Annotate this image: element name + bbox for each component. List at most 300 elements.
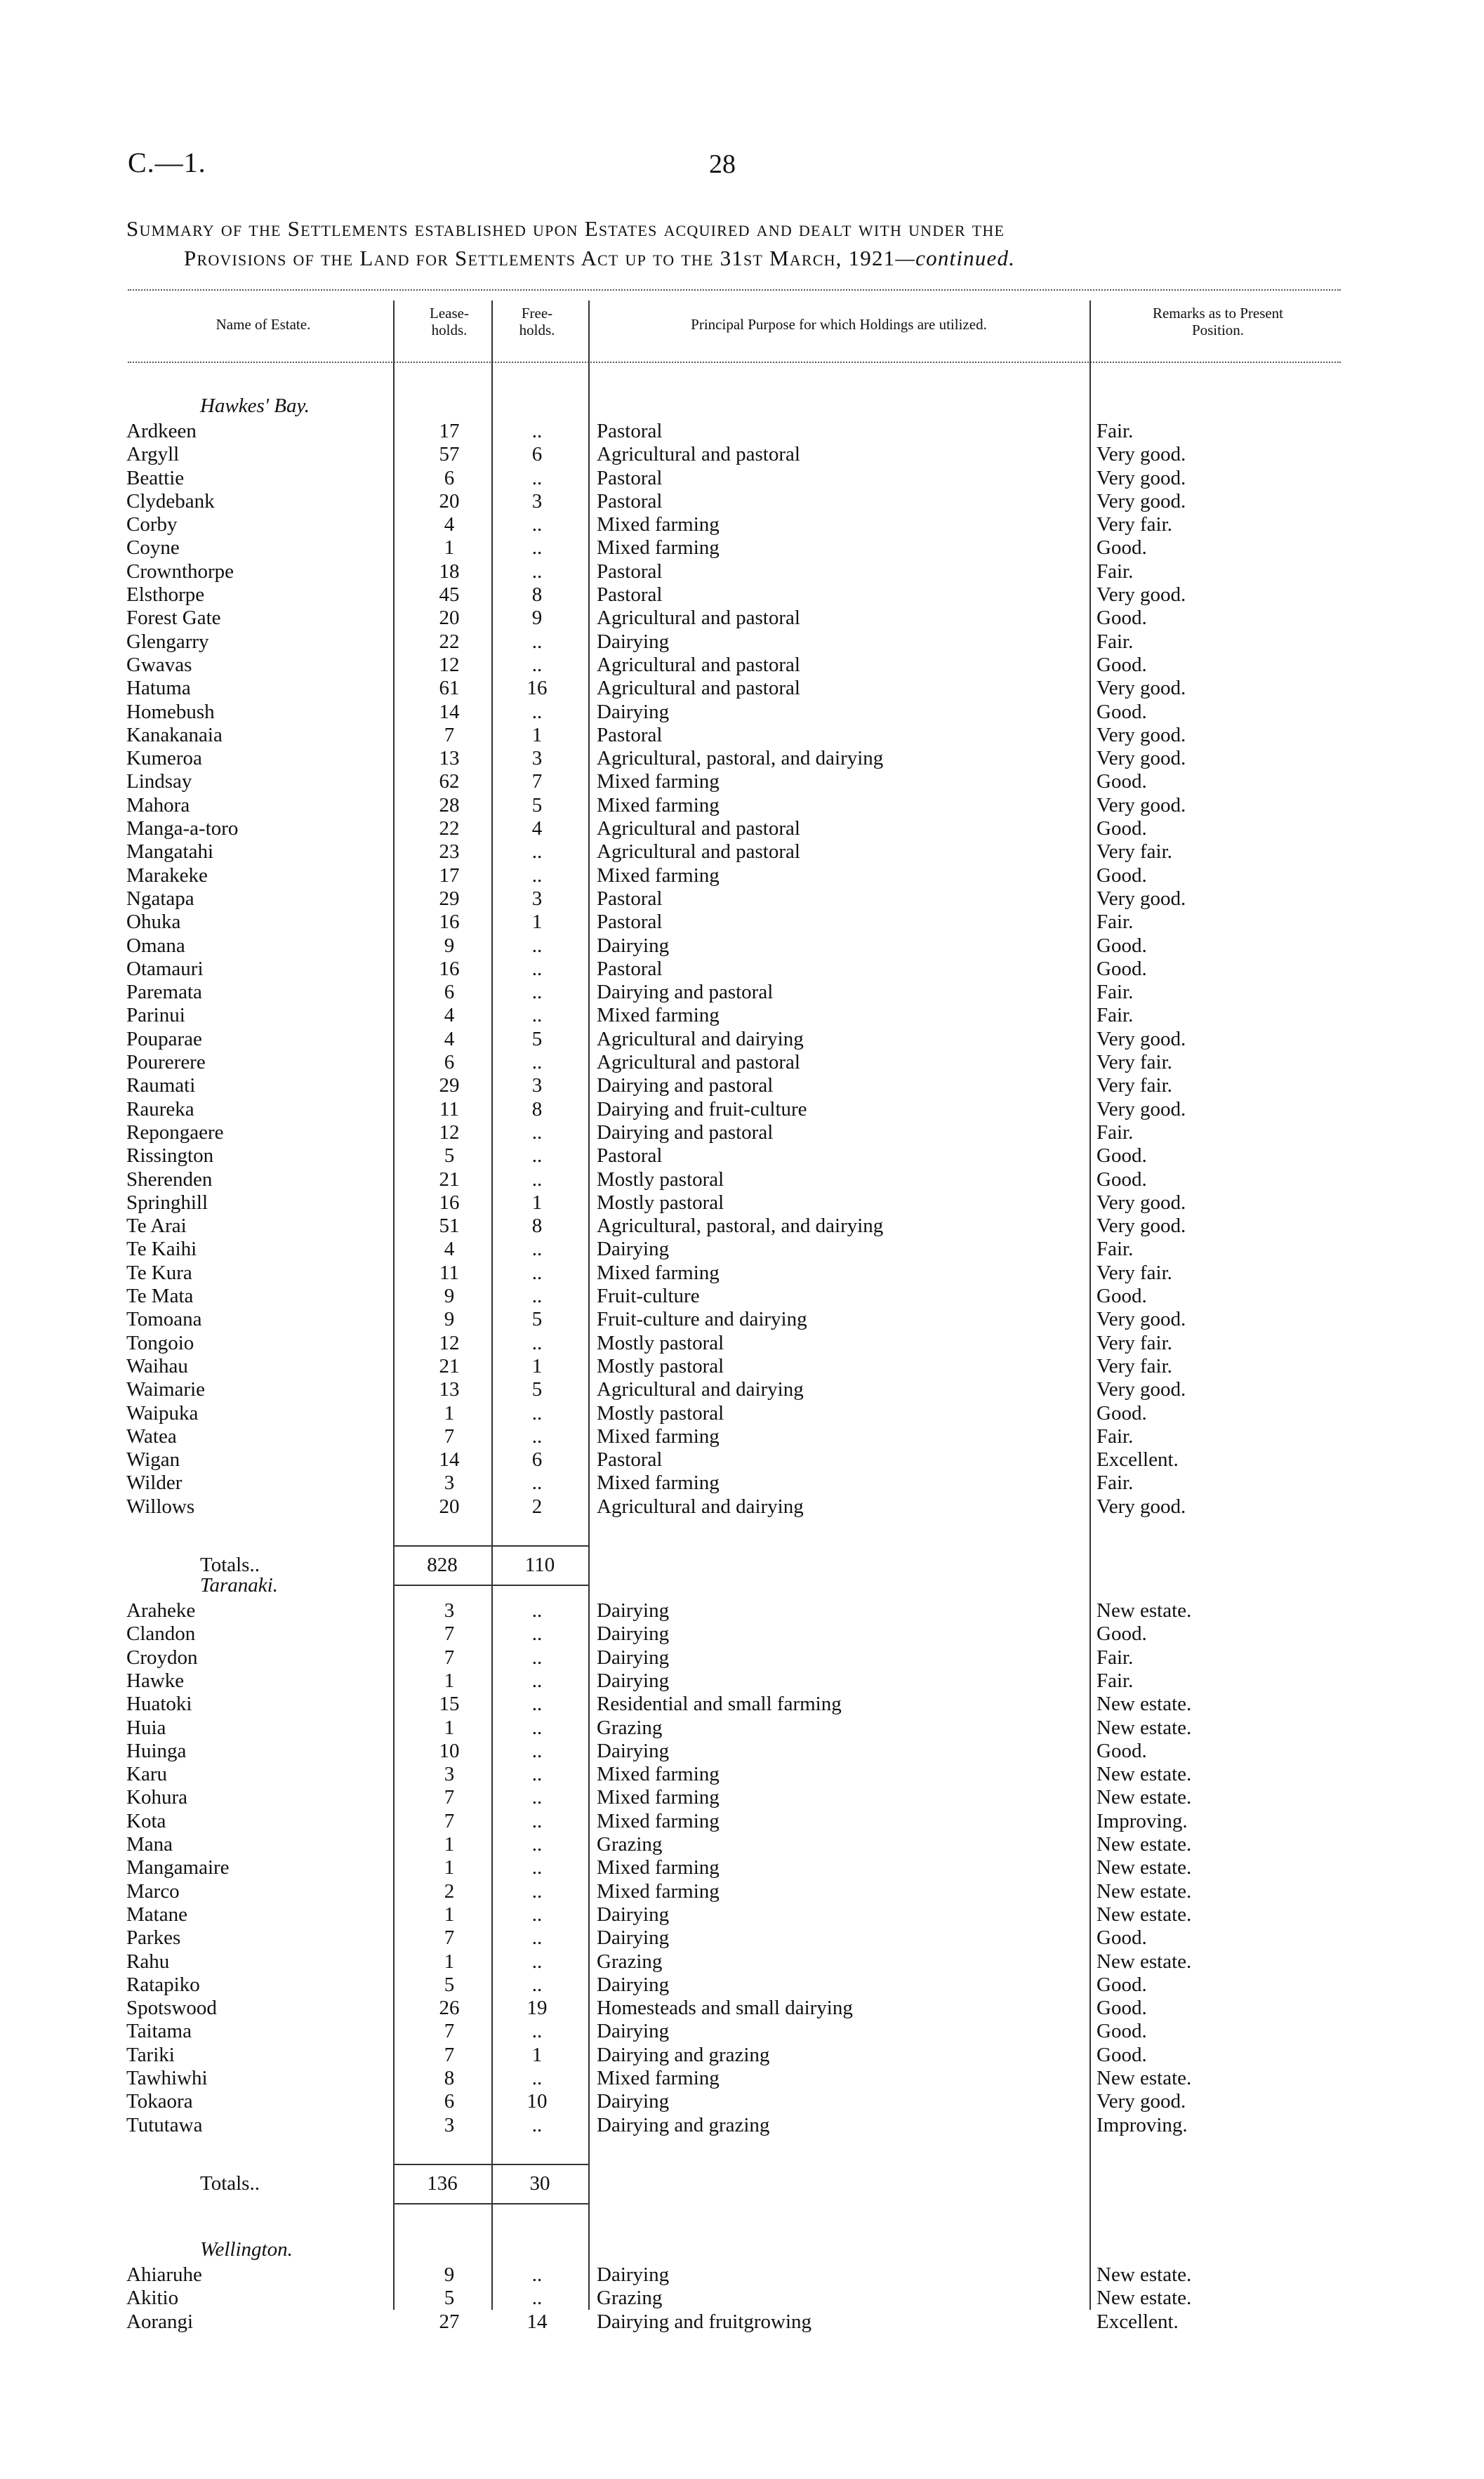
leaseholds-value: 12 xyxy=(439,1332,460,1354)
purpose-text: Mixed farming xyxy=(597,2067,720,2089)
leaseholds-value: 7 xyxy=(444,2044,455,2066)
column-header-leaseholds-b: holds. xyxy=(431,322,468,338)
freeholds-value: .. xyxy=(531,1810,543,1832)
leaseholds-value: 1 xyxy=(444,1402,455,1424)
freeholds-value: 8 xyxy=(531,1215,543,1237)
leaseholds-value: 17 xyxy=(439,420,460,442)
purpose-text: Pastoral xyxy=(597,1448,663,1471)
freeholds-value: .. xyxy=(531,1599,543,1622)
column-header-purpose: Principal Purpose for which Holdings are utilized. xyxy=(691,316,987,333)
purpose-text: Mixed farming xyxy=(597,1472,720,1494)
table-row xyxy=(0,1051,1484,1074)
totals-leaseholds: 828 xyxy=(427,1554,458,1576)
freeholds-value: 8 xyxy=(531,583,543,606)
remarks-text: Good. xyxy=(1097,934,1147,957)
purpose-text: Dairying xyxy=(597,1740,670,1762)
leaseholds-value: 29 xyxy=(439,1074,460,1097)
totals-top-rule xyxy=(393,1545,588,1547)
section-title: Taranaki. xyxy=(200,1574,278,1597)
estate-name: Willows xyxy=(126,1495,195,1518)
table-row xyxy=(0,701,1484,724)
purpose-text: Dairying and pastoral xyxy=(597,981,774,1003)
freeholds-value: .. xyxy=(531,981,543,1003)
totals-freeholds: 110 xyxy=(524,1554,555,1576)
remarks-text: Good. xyxy=(1097,1285,1147,1307)
remarks-text: New estate. xyxy=(1097,1950,1192,1973)
leaseholds-value: 14 xyxy=(439,701,460,723)
freeholds-value: .. xyxy=(531,1121,543,1144)
purpose-text: Dairying xyxy=(597,1622,670,1645)
totals-label: Totals.. xyxy=(200,1554,260,1576)
purpose-text: Dairying xyxy=(597,2263,670,2286)
remarks-text: Excellent. xyxy=(1097,2311,1179,2333)
table-row xyxy=(0,724,1484,747)
purpose-text: Mixed farming xyxy=(597,1810,720,1832)
freeholds-value: .. xyxy=(531,1622,543,1645)
table-row xyxy=(0,2044,1484,2067)
freeholds-value: 1 xyxy=(531,1191,543,1214)
purpose-text: Dairying xyxy=(597,1903,670,1926)
remarks-text: Very good. xyxy=(1097,1191,1186,1214)
estate-name: Beattie xyxy=(126,467,185,489)
freeholds-value: .. xyxy=(531,1950,543,1973)
table-row xyxy=(0,1472,1484,1495)
table-row xyxy=(0,2287,1484,2310)
leaseholds-value: 1 xyxy=(444,1717,455,1739)
remarks-text: Good. xyxy=(1097,536,1147,559)
leaseholds-value: 8 xyxy=(444,2067,455,2089)
purpose-text: Homesteads and small dairying xyxy=(597,1997,853,2019)
purpose-text: Residential and small farming xyxy=(597,1693,842,1715)
freeholds-value: 3 xyxy=(531,1074,543,1097)
estate-name: Crownthorpe xyxy=(126,560,234,583)
table-row xyxy=(0,1378,1484,1401)
leaseholds-value: 7 xyxy=(444,1926,455,1949)
table-row xyxy=(0,607,1484,630)
remarks-text: Very fair. xyxy=(1097,840,1172,863)
remarks-text: Good. xyxy=(1097,1997,1147,2019)
leaseholds-value: 22 xyxy=(439,630,460,653)
column-header-remarks-a: Remarks as to Present xyxy=(1152,305,1284,322)
purpose-text: Dairying xyxy=(597,1599,670,1622)
purpose-text: Agricultural and dairying xyxy=(597,1378,804,1401)
remarks-text: New estate. xyxy=(1097,1717,1192,1739)
estate-name: Corby xyxy=(126,513,178,536)
purpose-text: Agricultural, pastoral, and dairying xyxy=(597,1215,884,1237)
estate-name: Huatoki xyxy=(126,1693,192,1715)
remarks-text: Very good. xyxy=(1097,1378,1186,1401)
estate-name: Argyll xyxy=(126,443,180,465)
remarks-text: Very good. xyxy=(1097,583,1186,606)
table-row xyxy=(0,1402,1484,1425)
freeholds-value: 14 xyxy=(526,2311,548,2333)
table-row xyxy=(0,1622,1484,1646)
freeholds-value: .. xyxy=(531,1880,543,1903)
leaseholds-value: 12 xyxy=(439,654,460,676)
estate-name: Tomoana xyxy=(126,1308,202,1330)
purpose-text: Pastoral xyxy=(597,724,663,746)
remarks-text: Fair. xyxy=(1097,1121,1134,1144)
estate-name: Waipuka xyxy=(126,1402,199,1424)
remarks-text: Good. xyxy=(1097,1622,1147,1645)
freeholds-value: 1 xyxy=(531,724,543,746)
series-code: C.—1. xyxy=(128,147,206,178)
estate-name: Waihau xyxy=(126,1355,188,1377)
table-row xyxy=(0,1168,1484,1191)
remarks-text: Good. xyxy=(1097,1168,1147,1191)
section-title: Wellington. xyxy=(200,2238,293,2261)
leaseholds-value: 16 xyxy=(439,1191,460,1214)
remarks-text: New estate. xyxy=(1097,1833,1192,1856)
freeholds-value: 2 xyxy=(531,1495,543,1518)
leaseholds-value: 1 xyxy=(444,1833,455,1856)
table-row xyxy=(0,1997,1484,2020)
estate-name: Aorangi xyxy=(126,2311,194,2333)
freeholds-value: 3 xyxy=(531,887,543,910)
estate-name: Ahiaruhe xyxy=(126,2263,202,2286)
freeholds-value: .. xyxy=(531,1903,543,1926)
freeholds-value: 3 xyxy=(531,490,543,513)
totals-freeholds: 30 xyxy=(529,2172,550,2195)
purpose-text: Mixed farming xyxy=(597,794,720,817)
purpose-text: Pastoral xyxy=(597,911,663,933)
leaseholds-value: 28 xyxy=(439,794,460,817)
column-header-leaseholds-a: Lease- xyxy=(430,305,469,322)
leaseholds-value: 22 xyxy=(439,817,460,840)
estate-name: Kanakanaia xyxy=(126,724,223,746)
freeholds-value: .. xyxy=(531,1238,543,1260)
estate-name: Huia xyxy=(126,1717,166,1739)
estate-name: Matane xyxy=(126,1903,187,1926)
purpose-text: Dairying and fruit-culture xyxy=(597,1098,807,1120)
purpose-text: Mixed farming xyxy=(597,513,720,536)
purpose-text: Mixed farming xyxy=(597,1262,720,1284)
estate-name: Te Kaihi xyxy=(126,1238,197,1260)
remarks-text: Good. xyxy=(1097,1402,1147,1424)
remarks-text: Very fair. xyxy=(1097,1262,1172,1284)
table-row xyxy=(0,1144,1484,1168)
estate-name: Kohura xyxy=(126,1786,187,1809)
purpose-text: Agricultural and dairying xyxy=(597,1028,804,1050)
totals-label: Totals.. xyxy=(200,2172,260,2195)
table-row xyxy=(0,1810,1484,1833)
estate-name: Kumeroa xyxy=(126,747,202,769)
remarks-text: Improving. xyxy=(1097,1810,1188,1832)
freeholds-value: .. xyxy=(531,1670,543,1692)
freeholds-value: .. xyxy=(531,2067,543,2089)
freeholds-value: 5 xyxy=(531,1308,543,1330)
column-header-freeholds-b: holds. xyxy=(519,322,555,338)
purpose-text: Dairying xyxy=(597,1238,670,1260)
table-row xyxy=(0,1974,1484,1997)
table-row xyxy=(0,1880,1484,1903)
remarks-text: Very good. xyxy=(1097,724,1186,746)
remarks-text: Very good. xyxy=(1097,467,1186,489)
freeholds-value: .. xyxy=(531,1646,543,1669)
leaseholds-value: 1 xyxy=(444,1670,455,1692)
table-row xyxy=(0,1786,1484,1809)
freeholds-value: .. xyxy=(531,560,543,583)
estate-name: Spotswood xyxy=(126,1997,217,2019)
table-row xyxy=(0,1191,1484,1215)
estate-name: Tawhiwhi xyxy=(126,2067,208,2089)
leaseholds-value: 11 xyxy=(439,1262,459,1284)
leaseholds-value: 4 xyxy=(444,1028,455,1050)
freeholds-value: 3 xyxy=(531,747,543,769)
purpose-text: Dairying xyxy=(597,1646,670,1669)
purpose-text: Agricultural and pastoral xyxy=(597,654,800,676)
remarks-text: Fair. xyxy=(1097,1472,1134,1494)
table-row xyxy=(0,2067,1484,2090)
purpose-text: Agricultural and pastoral xyxy=(597,1051,800,1073)
estate-name: Hawke xyxy=(126,1670,185,1692)
leaseholds-value: 13 xyxy=(439,747,460,769)
remarks-text: New estate. xyxy=(1097,2263,1192,2286)
leaseholds-value: 26 xyxy=(439,1997,460,2019)
leaseholds-value: 17 xyxy=(439,864,460,887)
table-row xyxy=(0,2020,1484,2043)
estate-name: Mana xyxy=(126,1833,173,1856)
freeholds-value: .. xyxy=(531,1974,543,1996)
estate-name: Waimarie xyxy=(126,1378,205,1401)
leaseholds-value: 5 xyxy=(444,1974,455,1996)
table-row xyxy=(0,2263,1484,2287)
leaseholds-value: 6 xyxy=(444,467,455,489)
column-header-remarks-b: Position. xyxy=(1191,322,1245,338)
freeholds-value: .. xyxy=(531,1168,543,1191)
purpose-text: Mixed farming xyxy=(597,1786,720,1809)
purpose-text: Mixed farming xyxy=(597,536,720,559)
estate-name: Ohuka xyxy=(126,911,181,933)
estate-name: Tongoio xyxy=(126,1332,194,1354)
table-row xyxy=(0,1717,1484,1740)
table-row xyxy=(0,864,1484,887)
purpose-text: Agricultural and pastoral xyxy=(597,443,800,465)
table-row xyxy=(0,794,1484,817)
leaseholds-value: 6 xyxy=(444,981,455,1003)
section-title: Hawkes' Bay. xyxy=(200,395,310,417)
table-row xyxy=(0,420,1484,443)
purpose-text: Grazing xyxy=(597,2287,663,2309)
estate-name: Manga-a-toro xyxy=(126,817,239,840)
table-row xyxy=(0,1355,1484,1378)
leaseholds-value: 29 xyxy=(439,887,460,910)
leaseholds-value: 14 xyxy=(439,1448,460,1471)
purpose-text: Pastoral xyxy=(597,887,663,910)
table-row xyxy=(0,1262,1484,1285)
remarks-text: Very good. xyxy=(1097,443,1186,465)
estate-name: Karu xyxy=(126,1763,167,1785)
table-row xyxy=(0,1425,1484,1448)
remarks-text: Very good. xyxy=(1097,887,1186,910)
purpose-text: Dairying and fruitgrowing xyxy=(597,2311,812,2333)
remarks-text: Excellent. xyxy=(1097,1448,1179,1471)
leaseholds-value: 57 xyxy=(439,443,460,465)
leaseholds-value: 9 xyxy=(444,1308,455,1330)
leaseholds-value: 51 xyxy=(439,1215,460,1237)
purpose-text: Dairying xyxy=(597,2090,670,2113)
estate-name: Elsthorpe xyxy=(126,583,205,606)
purpose-text: Mixed farming xyxy=(597,1425,720,1448)
purpose-text: Agricultural and pastoral xyxy=(597,677,800,699)
freeholds-value: .. xyxy=(531,1717,543,1739)
document-title-line-1: Summary of the Settlements established upon Estates acquired and dealt with under the xyxy=(126,216,1005,241)
table-row xyxy=(0,560,1484,583)
leaseholds-value: 21 xyxy=(439,1168,460,1191)
table-row xyxy=(0,1599,1484,1622)
estate-name: Huinga xyxy=(126,1740,187,1762)
table-row xyxy=(0,1215,1484,1238)
remarks-text: Very good. xyxy=(1097,1098,1186,1120)
purpose-text: Pastoral xyxy=(597,583,663,606)
table-row xyxy=(0,2114,1484,2137)
totals-bottom-rule xyxy=(393,2203,588,2204)
freeholds-value: .. xyxy=(531,1740,543,1762)
leaseholds-value: 7 xyxy=(444,1786,455,1809)
freeholds-value: 7 xyxy=(531,770,543,793)
estate-name: Springhill xyxy=(126,1191,208,1214)
estate-name: Clydebank xyxy=(126,490,215,513)
estate-name: Kota xyxy=(126,1810,166,1832)
remarks-text: Very good. xyxy=(1097,2090,1186,2113)
estate-name: Ardkeen xyxy=(126,420,197,442)
table-row xyxy=(0,840,1484,864)
table-row xyxy=(0,630,1484,654)
remarks-text: Fair. xyxy=(1097,1425,1134,1448)
freeholds-value: .. xyxy=(531,1144,543,1167)
estate-name: Paremata xyxy=(126,981,202,1003)
estate-name: Gwavas xyxy=(126,654,192,676)
leaseholds-value: 1 xyxy=(444,1856,455,1879)
remarks-text: Good. xyxy=(1097,958,1147,980)
purpose-text: Dairying xyxy=(597,1670,670,1692)
purpose-text: Mostly pastoral xyxy=(597,1332,724,1354)
remarks-text: Fair. xyxy=(1097,1646,1134,1669)
remarks-text: Good. xyxy=(1097,1926,1147,1949)
totals-bottom-rule xyxy=(393,1585,588,1586)
purpose-text: Mostly pastoral xyxy=(597,1402,724,1424)
freeholds-value: .. xyxy=(531,840,543,863)
table-row xyxy=(0,958,1484,981)
remarks-text: Very fair. xyxy=(1097,513,1172,536)
table-row xyxy=(0,1238,1484,1261)
leaseholds-value: 13 xyxy=(439,1378,460,1401)
remarks-text: New estate. xyxy=(1097,1693,1192,1715)
estate-name: Coyne xyxy=(126,536,180,559)
leaseholds-value: 4 xyxy=(444,1238,455,1260)
freeholds-value: .. xyxy=(531,1833,543,1856)
estate-name: Homebush xyxy=(126,701,215,723)
estate-name: Parkes xyxy=(126,1926,181,1949)
leaseholds-value: 9 xyxy=(444,2263,455,2286)
freeholds-value: 6 xyxy=(531,443,543,465)
leaseholds-value: 7 xyxy=(444,1622,455,1645)
purpose-text: Agricultural and pastoral xyxy=(597,817,800,840)
remarks-text: Fair. xyxy=(1097,420,1134,442)
purpose-text: Dairying and grazing xyxy=(597,2114,770,2136)
remarks-text: Improving. xyxy=(1097,2114,1188,2136)
purpose-text: Agricultural, pastoral, and dairying xyxy=(597,747,884,769)
table-row xyxy=(0,2090,1484,2113)
freeholds-value: .. xyxy=(531,1004,543,1026)
table-row xyxy=(0,1693,1484,1716)
freeholds-value: 10 xyxy=(526,2090,548,2113)
freeholds-value: 9 xyxy=(531,607,543,629)
remarks-text: Fair. xyxy=(1097,630,1134,653)
freeholds-value: 1 xyxy=(531,2044,543,2066)
purpose-text: Mostly pastoral xyxy=(597,1168,724,1191)
freeholds-value: .. xyxy=(531,630,543,653)
table-row xyxy=(0,887,1484,911)
remarks-text: New estate. xyxy=(1097,2287,1192,2309)
remarks-text: Very fair. xyxy=(1097,1051,1172,1073)
freeholds-value: .. xyxy=(531,958,543,980)
freeholds-value: .. xyxy=(531,1926,543,1949)
remarks-text: New estate. xyxy=(1097,1786,1192,1809)
remarks-text: New estate. xyxy=(1097,2067,1192,2089)
freeholds-value: 5 xyxy=(531,1378,543,1401)
leaseholds-value: 5 xyxy=(444,2287,455,2309)
estate-name: Tokaora xyxy=(126,2090,193,2113)
freeholds-value: .. xyxy=(531,1693,543,1715)
purpose-text: Mixed farming xyxy=(597,864,720,887)
leaseholds-value: 10 xyxy=(439,1740,460,1762)
purpose-text: Agricultural and pastoral xyxy=(597,607,800,629)
estate-name: Taitama xyxy=(126,2020,192,2042)
leaseholds-value: 27 xyxy=(439,2311,460,2333)
purpose-text: Grazing xyxy=(597,1833,663,1856)
leaseholds-value: 1 xyxy=(444,1950,455,1973)
leaseholds-value: 18 xyxy=(439,560,460,583)
leaseholds-value: 1 xyxy=(444,536,455,559)
remarks-text: Very good. xyxy=(1097,490,1186,513)
freeholds-value: .. xyxy=(531,1786,543,1809)
remarks-text: Good. xyxy=(1097,654,1147,676)
remarks-text: Very good. xyxy=(1097,1215,1186,1237)
remarks-text: Very good. xyxy=(1097,794,1186,817)
freeholds-value: 5 xyxy=(531,794,543,817)
estate-name: Pourerere xyxy=(126,1051,206,1073)
table-row xyxy=(0,1285,1484,1308)
freeholds-value: .. xyxy=(531,864,543,887)
purpose-text: Dairying xyxy=(597,701,670,723)
purpose-text: Pastoral xyxy=(597,958,663,980)
freeholds-value: .. xyxy=(531,536,543,559)
remarks-text: Very fair. xyxy=(1097,1074,1172,1097)
purpose-text: Mostly pastoral xyxy=(597,1355,724,1377)
freeholds-value: 1 xyxy=(531,1355,543,1377)
estate-name: Watea xyxy=(126,1425,177,1448)
leaseholds-value: 3 xyxy=(444,2114,455,2136)
purpose-text: Dairying and grazing xyxy=(597,2044,770,2066)
purpose-text: Agricultural and dairying xyxy=(597,1495,804,1518)
remarks-text: New estate. xyxy=(1097,1856,1192,1879)
table-row xyxy=(0,490,1484,513)
freeholds-value: .. xyxy=(531,1285,543,1307)
remarks-text: Very good. xyxy=(1097,747,1186,769)
freeholds-value: 19 xyxy=(526,1997,548,2019)
freeholds-value: .. xyxy=(531,1856,543,1879)
purpose-text: Pastoral xyxy=(597,420,663,442)
table-row xyxy=(0,1448,1484,1472)
estate-name: Mangamaire xyxy=(126,1856,230,1879)
purpose-text: Fruit-culture xyxy=(597,1285,700,1307)
table-row xyxy=(0,677,1484,700)
freeholds-value: .. xyxy=(531,2287,543,2309)
remarks-text: Fair. xyxy=(1097,1238,1134,1260)
leaseholds-value: 15 xyxy=(439,1693,460,1715)
freeholds-value: 16 xyxy=(526,677,548,699)
